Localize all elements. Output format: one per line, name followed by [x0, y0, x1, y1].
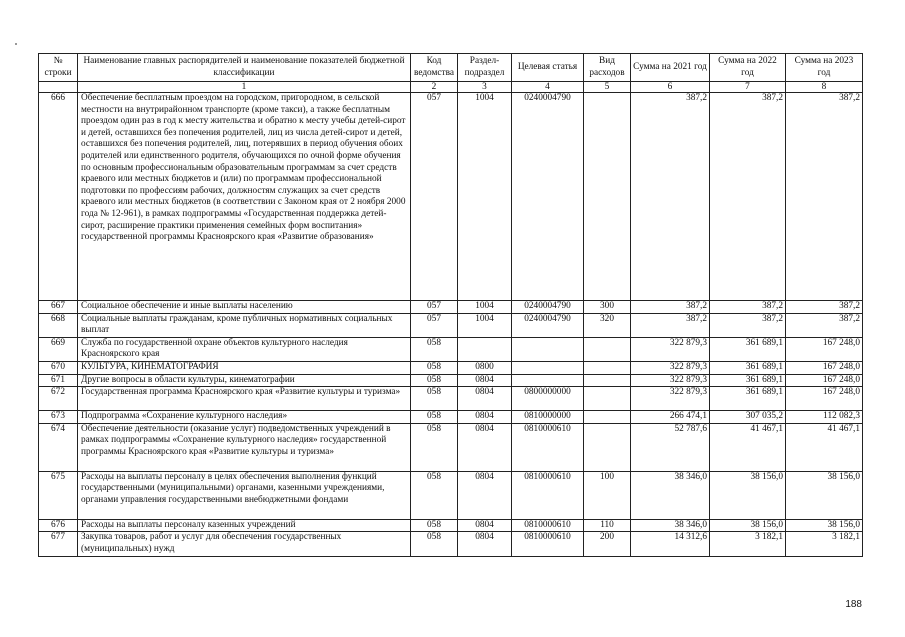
sum-2021: 387,2	[631, 93, 710, 301]
sum-2023: 387,2	[786, 313, 863, 337]
sum-2023: 38 156,0	[786, 471, 863, 519]
table-row	[39, 93, 863, 301]
expense-type	[584, 93, 631, 301]
section-code: 1004	[458, 93, 512, 301]
row-name: Расходы на выплаты персоналу в целях обеспечения выполнения функций государственными (муниципальными) органами, казенными учреждениями, органами управления государственными внебюджетными фондами	[78, 471, 411, 519]
expense-type: 320	[584, 313, 631, 337]
sum-2021: 322 879,3	[631, 387, 710, 411]
target-code: 0810000610	[512, 423, 584, 471]
table-row	[39, 387, 863, 411]
dept-code: 058	[411, 519, 458, 532]
section-code: 1004	[458, 301, 512, 314]
row-name: Социальное обеспечение и иные выплаты населению	[78, 301, 411, 314]
row-number: 672	[39, 387, 78, 411]
sum-2022: 387,2	[710, 93, 786, 301]
header-sum-2022: Сумма на 2022 год	[710, 54, 786, 82]
sum-2023: 387,2	[786, 93, 863, 301]
table-row	[39, 532, 863, 556]
column-number: 5	[584, 82, 631, 93]
row-name: КУЛЬТУРА, КИНЕМАТОГРАФИЯ	[78, 361, 411, 374]
expense-type: 300	[584, 301, 631, 314]
sum-2021: 322 879,3	[631, 361, 710, 374]
expense-type	[584, 411, 631, 424]
sum-2023: 112 082,3	[786, 411, 863, 424]
column-number: 2	[411, 82, 458, 93]
sum-2022: 387,2	[710, 301, 786, 314]
table-row	[39, 471, 863, 519]
sum-2022: 41 467,1	[710, 423, 786, 471]
column-number	[39, 82, 78, 93]
table-body	[39, 93, 863, 557]
sum-2023: 38 156,0	[786, 519, 863, 532]
section-code: 0804	[458, 423, 512, 471]
column-number: 6	[631, 82, 710, 93]
table-row	[39, 423, 863, 471]
sum-2021: 38 346,0	[631, 519, 710, 532]
header-section: Раздел-подраздел	[458, 54, 512, 82]
section-code: 0800	[458, 361, 512, 374]
dept-code: 058	[411, 411, 458, 424]
sum-2022: 387,2	[710, 313, 786, 337]
header-name: Наименование главных распорядителей и наименование показателей бюджетной классификации	[78, 54, 411, 82]
expense-type	[584, 361, 631, 374]
expense-type	[584, 387, 631, 411]
sum-2022: 38 156,0	[710, 471, 786, 519]
section-code: 0804	[458, 532, 512, 556]
row-number: 669	[39, 337, 78, 361]
row-number: 667	[39, 301, 78, 314]
dept-code: 058	[411, 532, 458, 556]
section-code: 0804	[458, 411, 512, 424]
target-code	[512, 361, 584, 374]
sum-2022: 3 182,1	[710, 532, 786, 556]
sum-2023: 167 248,0	[786, 361, 863, 374]
target-code: 0240004790	[512, 93, 584, 301]
expense-type	[584, 374, 631, 387]
sum-2021: 387,2	[631, 313, 710, 337]
column-number: 1	[78, 82, 411, 93]
header-expense-type: Вид расходов	[584, 54, 631, 82]
row-number: 666	[39, 93, 78, 301]
row-name: Подпрограмма «Сохранение культурного наследия»	[78, 411, 411, 424]
row-name: Другие вопросы в области культуры, кинематографии	[78, 374, 411, 387]
sum-2022: 361 689,1	[710, 387, 786, 411]
header-row-no: № строки	[39, 54, 78, 82]
row-number: 670	[39, 361, 78, 374]
row-number: 677	[39, 532, 78, 556]
dept-code: 058	[411, 471, 458, 519]
header-target: Целевая статья	[512, 54, 584, 82]
sum-2021: 322 879,3	[631, 374, 710, 387]
table-row	[39, 374, 863, 387]
expense-type	[584, 423, 631, 471]
table-row	[39, 411, 863, 424]
row-number: 671	[39, 374, 78, 387]
target-code: 0240004790	[512, 313, 584, 337]
column-number: 3	[458, 82, 512, 93]
table-row	[39, 301, 863, 314]
header-sum-2023: Сумма на 2023 год	[786, 54, 863, 82]
section-code: 0804	[458, 387, 512, 411]
sum-2023: 41 467,1	[786, 423, 863, 471]
column-number-row	[39, 82, 863, 93]
row-name: Социальные выплаты гражданам, кроме публичных нормативных социальных выплат	[78, 313, 411, 337]
sum-2022: 361 689,1	[710, 337, 786, 361]
dept-code: 058	[411, 337, 458, 361]
target-code	[512, 374, 584, 387]
sum-2022: 361 689,1	[710, 361, 786, 374]
sum-2022: 307 035,2	[710, 411, 786, 424]
target-code	[512, 337, 584, 361]
table-row	[39, 337, 863, 361]
table-row	[39, 313, 863, 337]
sum-2023: 167 248,0	[786, 374, 863, 387]
dept-code: 057	[411, 313, 458, 337]
column-number: 4	[512, 82, 584, 93]
row-number: 675	[39, 471, 78, 519]
row-name: Обеспечение деятельности (оказание услуг) подведомственных учреждений в рамках подпрограммы «Сохранение культурного наследия» государственной программы Красноярского края «Развитие культуры и туризма»	[78, 423, 411, 471]
target-code: 0810000610	[512, 519, 584, 532]
header-dept-code: Код ведомства	[411, 54, 458, 82]
row-number: 676	[39, 519, 78, 532]
section-code: 0804	[458, 519, 512, 532]
row-name: Закупка товаров, работ и услуг для обеспечения государственных (муниципальных) нужд	[78, 532, 411, 556]
expense-type	[584, 337, 631, 361]
target-code: 0800000000	[512, 387, 584, 411]
target-code: 0810000610	[512, 471, 584, 519]
row-name: Обеспечение бесплатным проездом на городском, пригородном, в сельской местности на внутрирайонном транспорте (кроме такси), а также бесплатным проездом один раз в год к месту жительства и обратно к месту учебы детей-сирот и детей, оставшихся без попечения родителей, лиц из числа детей-сирот и детей, оставшихся без попечения родителей, лиц, потерявших в период обучения обоих родителей или единственного родителя, обучающихся по очной форме обучения по основным профессиональным образовательным программам за счет средств краевого или местных бюджетов и (или) по программам профессиональной подготовки по профессиям рабочих, должностям служащих за счет средств краевого или местных бюджетов (в соответствии с Законом края от 2 ноября 2000 года № 12-961), в рамках подпрограммы «Государственная поддержка детей-сирот, расширение практики применения семейных форм воспитания» государственной программы Красноярского края «Развитие образования»	[78, 93, 411, 301]
sum-2022: 361 689,1	[710, 374, 786, 387]
sum-2023: 387,2	[786, 301, 863, 314]
sum-2021: 14 312,6	[631, 532, 710, 556]
sum-2021: 38 346,0	[631, 471, 710, 519]
header-sum-2021: Сумма на 2021 год	[631, 54, 710, 82]
table-row	[39, 519, 863, 532]
column-number: 8	[786, 82, 863, 93]
sum-2021: 266 474,1	[631, 411, 710, 424]
sum-2023: 3 182,1	[786, 532, 863, 556]
dept-code: 057	[411, 93, 458, 301]
section-code	[458, 337, 512, 361]
expense-type: 110	[584, 519, 631, 532]
expense-type: 100	[584, 471, 631, 519]
sum-2023: 167 248,0	[786, 387, 863, 411]
row-number: 673	[39, 411, 78, 424]
sum-2022: 38 156,0	[710, 519, 786, 532]
sum-2021: 52 787,6	[631, 423, 710, 471]
dept-code: 058	[411, 374, 458, 387]
column-number: 7	[710, 82, 786, 93]
expense-type: 200	[584, 532, 631, 556]
section-code: 0804	[458, 374, 512, 387]
section-code: 1004	[458, 313, 512, 337]
sum-2023: 167 248,0	[786, 337, 863, 361]
dept-code: 057	[411, 301, 458, 314]
row-name: Расходы на выплаты персоналу казенных учреждений	[78, 519, 411, 532]
row-number: 674	[39, 423, 78, 471]
dept-code: 058	[411, 387, 458, 411]
row-name: Государственная программа Красноярского края «Развитие культуры и туризма»	[78, 387, 411, 411]
section-code: 0804	[458, 471, 512, 519]
page-number: 188	[845, 599, 862, 610]
budget-table	[38, 53, 863, 557]
dept-code: 058	[411, 361, 458, 374]
row-name: Служба по государственной охране объектов культурного наследия Красноярского края	[78, 337, 411, 361]
target-code: 0810000610	[512, 532, 584, 556]
target-code: 0810000000	[512, 411, 584, 424]
dept-code: 058	[411, 423, 458, 471]
row-number: 668	[39, 313, 78, 337]
scan-dot	[15, 43, 17, 45]
table-row	[39, 361, 863, 374]
target-code: 0240004790	[512, 301, 584, 314]
sum-2021: 387,2	[631, 301, 710, 314]
header-row	[39, 54, 863, 82]
sum-2021: 322 879,3	[631, 337, 710, 361]
